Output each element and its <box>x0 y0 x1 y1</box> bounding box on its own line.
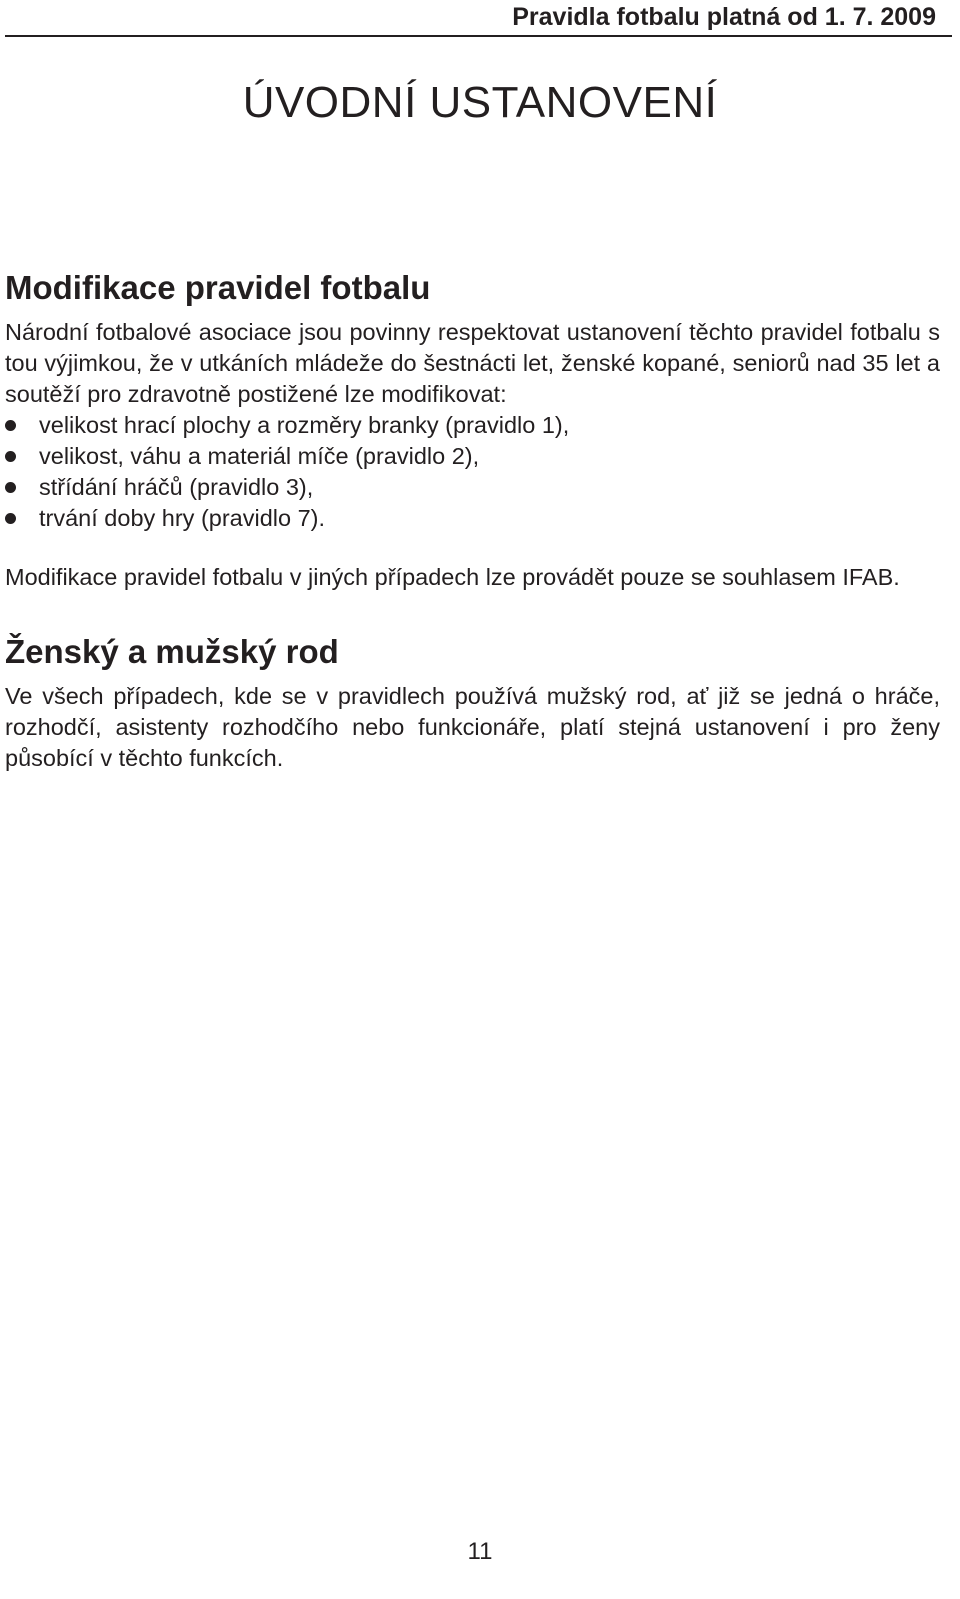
section-body-paragraph: Ve všech případech, kde se v pravidlech používá mužský rod, ať již se jedná o hráče, rozhodčí, asistenty rozhodčího nebo funkcionáře, platí stejná ustanovení i pro ženy působící v těchto funkcích. <box>5 683 940 771</box>
bullet-icon <box>5 513 16 524</box>
bullet-icon <box>5 420 16 431</box>
section-heading: Ženský a mužský rod <box>5 633 339 670</box>
section-heading: Modifikace pravidel fotbalu <box>5 269 431 306</box>
header-rule <box>5 35 952 37</box>
section-intro-paragraph: Národní fotbalové asociace jsou povinny respektovat ustanovení těchto pravidel fotbalu s tou výjimkou, že v utkáních mládeže do šestnácti let, ženské kopané, seniorů nad 35 let a soutěží pro zdravotně postižené lze modifikovat: <box>5 319 940 407</box>
section-closing-paragraph: Modifikace pravidel fotbalu v jiných případech lze provádět pouze se souhlasem IFAB. <box>5 564 900 590</box>
list-item-text: střídání hráčů (pravidlo 3), <box>39 474 314 500</box>
page-number: 11 <box>467 1538 493 1565</box>
list-item <box>5 410 940 441</box>
bullet-icon <box>5 482 16 493</box>
page-content <box>5 265 940 774</box>
section-zensky-muzsky-rod <box>5 629 940 774</box>
list-item <box>5 503 940 534</box>
list-item-text: trvání doby hry (pravidlo 7). <box>39 505 326 531</box>
bullet-icon <box>5 451 16 462</box>
running-header: Pravidla fotbalu platná od 1. 7. 2009 <box>512 3 936 31</box>
list-item <box>5 472 940 503</box>
modification-list <box>5 410 940 534</box>
page-title: ÚVODNÍ USTANOVENÍ <box>242 78 718 127</box>
section-modifikace <box>5 265 940 593</box>
list-item-text: velikost hrací plochy a rozměry branky (pravidlo 1), <box>39 412 570 438</box>
list-item <box>5 441 940 472</box>
list-item-text: velikost, váhu a materiál míče (pravidlo 2), <box>39 443 480 469</box>
